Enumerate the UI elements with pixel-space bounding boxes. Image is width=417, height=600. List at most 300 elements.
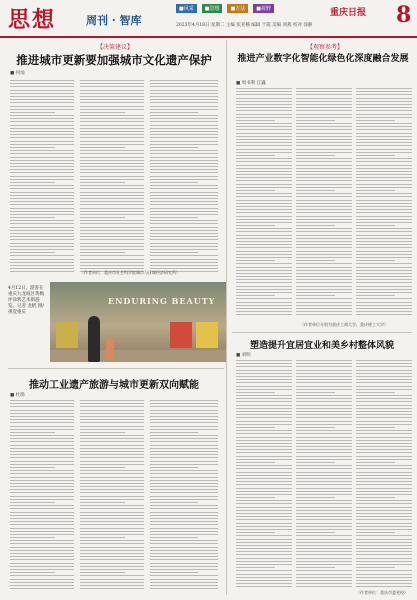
text-line (80, 80, 144, 81)
text-line (296, 222, 352, 223)
text-line (80, 239, 144, 240)
text-line (80, 179, 144, 180)
text-line (150, 198, 218, 199)
text-line (356, 120, 395, 121)
text-line (236, 158, 292, 159)
text-line (296, 308, 352, 309)
text-line (296, 200, 352, 201)
text-line (356, 507, 412, 508)
text-line (356, 532, 395, 533)
photo-person (88, 316, 100, 362)
text-line (296, 462, 335, 463)
text-line (356, 260, 395, 261)
text-line (80, 176, 144, 177)
text-line (236, 513, 292, 514)
text-line (356, 491, 412, 492)
text-line (150, 435, 218, 436)
text-line (80, 467, 125, 468)
text-line (296, 123, 352, 124)
text-line (80, 204, 144, 205)
text-line (10, 505, 74, 506)
text-line (236, 484, 292, 485)
text-line (296, 433, 352, 434)
text-line (10, 230, 74, 231)
text-line (356, 117, 412, 118)
text-line (80, 99, 144, 100)
text-line (356, 231, 412, 232)
text-line (150, 521, 218, 522)
text-line (10, 220, 74, 221)
text-line (356, 104, 412, 105)
text-line (296, 370, 352, 371)
text-line (10, 473, 74, 474)
text-line (10, 99, 74, 100)
text-line (80, 502, 125, 503)
text-line (236, 222, 292, 223)
text-line (236, 411, 292, 412)
text-line (296, 203, 352, 204)
text-line (356, 298, 412, 299)
text-line (356, 497, 395, 498)
text-line (236, 535, 292, 536)
text-line (356, 190, 395, 191)
text-line (150, 160, 218, 161)
text-line (356, 142, 412, 143)
text-line (80, 246, 144, 247)
text-line (296, 386, 352, 387)
text-line (236, 433, 292, 434)
text-line (296, 231, 352, 232)
text-line (150, 575, 218, 576)
text-line (10, 243, 74, 244)
text-line (10, 400, 74, 401)
article2-title: 推进产业数字化智能化绿色化深度融合发展 (237, 54, 409, 64)
text-line (150, 153, 218, 154)
text-line (296, 529, 352, 530)
text-line (356, 366, 412, 367)
text-line (356, 503, 412, 504)
text-line (236, 314, 292, 315)
text-line (150, 553, 218, 554)
text-line (296, 452, 352, 453)
text-line (80, 227, 144, 228)
text-line (356, 564, 412, 565)
text-line (296, 216, 352, 217)
text-line (10, 252, 55, 253)
text-line (10, 441, 74, 442)
text-line (236, 231, 292, 232)
text-line (150, 448, 218, 449)
text-line (356, 382, 412, 383)
text-line (10, 435, 74, 436)
article1-author-note: （作者单位：重庆市社会科学院城市与区域经济研究所） (80, 270, 180, 275)
text-line (356, 263, 412, 264)
text-line (236, 171, 292, 172)
text-line (80, 198, 144, 199)
text-line (150, 217, 198, 218)
text-line (80, 438, 144, 439)
text-line (236, 247, 292, 248)
text-line (236, 443, 292, 444)
text-line (150, 543, 218, 544)
text-line (236, 475, 292, 476)
text-line (356, 539, 412, 540)
text-line (356, 392, 395, 393)
text-line (150, 182, 198, 183)
text-line (10, 553, 74, 554)
text-line (80, 566, 144, 567)
text-line (236, 184, 292, 185)
text-line (10, 134, 74, 135)
text-line (10, 115, 74, 116)
text-line (10, 403, 74, 404)
text-line (296, 484, 352, 485)
text-line (236, 392, 275, 393)
text-line (236, 452, 292, 453)
text-line (296, 551, 352, 552)
text-line (150, 131, 218, 132)
text-line (80, 575, 144, 576)
text-line (236, 500, 292, 501)
text-line (296, 491, 352, 492)
text-line (356, 216, 412, 217)
text-line (10, 531, 74, 532)
text-line (356, 386, 412, 387)
photo-caption: 4月12日，游客在重庆九龙坡区黄桷坪涂鸦艺术街游览。记者 龙帆 摄/视觉重庆 (8, 286, 44, 315)
text-line (296, 149, 352, 150)
text-line (10, 512, 74, 513)
text-line (236, 459, 292, 460)
text-line (236, 279, 292, 280)
text-line (356, 379, 412, 380)
text-line (10, 86, 74, 87)
text-line (10, 454, 74, 455)
text-line (296, 503, 352, 504)
text-line (296, 244, 352, 245)
text-line (236, 263, 292, 264)
text-line (296, 567, 335, 568)
text-line (356, 513, 412, 514)
text-line (236, 408, 292, 409)
text-line (296, 443, 352, 444)
article2-body-col-3 (356, 88, 412, 320)
article3-body-col-3 (150, 400, 218, 595)
text-line (356, 171, 412, 172)
text-line (10, 566, 74, 567)
text-line (10, 255, 74, 256)
text-line (236, 282, 292, 283)
text-line (10, 426, 74, 427)
text-line (236, 510, 292, 511)
text-line (80, 153, 144, 154)
text-line (236, 98, 292, 99)
text-line (80, 518, 144, 519)
text-line (80, 441, 144, 442)
text-line (236, 212, 292, 213)
text-line (296, 481, 352, 482)
text-line (10, 579, 74, 580)
text-line (150, 403, 218, 404)
text-line (296, 209, 352, 210)
text-line (356, 535, 412, 536)
text-line (150, 515, 218, 516)
text-line (296, 98, 352, 99)
text-line (356, 174, 412, 175)
text-line (296, 395, 352, 396)
text-line (10, 483, 74, 484)
text-line (10, 185, 74, 186)
text-line (236, 311, 292, 312)
text-line (356, 395, 412, 396)
text-line (10, 413, 74, 414)
text-line (296, 523, 352, 524)
text-line (10, 588, 74, 589)
text-line (296, 88, 352, 89)
text-line (296, 302, 352, 303)
text-line (236, 401, 292, 402)
text-line (356, 212, 412, 213)
text-line (296, 366, 352, 367)
text-line (10, 268, 74, 269)
text-line (10, 112, 55, 113)
text-line (150, 239, 218, 240)
text-line (356, 437, 412, 438)
text-line (236, 238, 292, 239)
text-line (150, 531, 218, 532)
text-line (236, 488, 292, 489)
text-line (296, 117, 352, 118)
text-line (150, 144, 218, 145)
text-line (10, 419, 74, 420)
text-line (150, 524, 218, 525)
text-line (296, 219, 352, 220)
text-line (80, 96, 144, 97)
text-line (356, 373, 412, 374)
text-line (296, 184, 352, 185)
text-line (80, 236, 144, 237)
text-line (150, 422, 218, 423)
text-line (80, 217, 125, 218)
text-line (80, 252, 125, 253)
text-line (356, 452, 412, 453)
text-line (236, 161, 292, 162)
text-line (296, 177, 352, 178)
text-line (356, 586, 412, 587)
text-line (296, 187, 352, 188)
text-line (80, 93, 144, 94)
text-line (150, 547, 218, 548)
text-line (296, 260, 335, 261)
article4-author-note: （作者单位：重庆市委党校） (356, 590, 408, 595)
text-line (296, 289, 352, 290)
text-line (150, 188, 218, 189)
text-line (10, 201, 74, 202)
text-line (10, 410, 74, 411)
text-line (10, 508, 74, 509)
text-line (236, 440, 292, 441)
text-line (296, 570, 352, 571)
text-line (356, 254, 412, 255)
text-line (296, 574, 352, 575)
text-line (356, 545, 412, 546)
text-line (356, 488, 412, 489)
text-line (80, 118, 144, 119)
text-line (236, 430, 292, 431)
text-line (296, 516, 352, 517)
article1-title: 推进城市更新要加强城市文化遗产保护 (16, 53, 212, 67)
text-line (150, 499, 218, 500)
text-line (10, 153, 74, 154)
text-line (236, 583, 292, 584)
text-line (236, 142, 292, 143)
text-line (236, 145, 292, 146)
text-line (80, 480, 144, 481)
text-line (80, 201, 144, 202)
text-line (10, 83, 74, 84)
text-line (236, 405, 292, 406)
text-line (356, 519, 412, 520)
article1-body-col-2 (80, 80, 144, 276)
text-line (80, 461, 144, 462)
article2-column-label: 【观察参考】 (306, 44, 343, 51)
text-line (10, 550, 74, 551)
tag-fengcai: ■风采 (176, 4, 197, 13)
text-line (356, 267, 412, 268)
text-line (236, 386, 292, 387)
text-line (236, 554, 292, 555)
text-line (236, 567, 275, 568)
text-line (236, 542, 292, 543)
text-line (296, 247, 352, 248)
text-line (236, 129, 292, 130)
text-line (356, 411, 412, 412)
text-line (356, 270, 412, 271)
text-line (236, 94, 292, 95)
text-line (356, 542, 412, 543)
text-line (236, 187, 292, 188)
article1-byline: ■ 何灿 (10, 71, 25, 76)
text-line (236, 193, 292, 194)
text-line (296, 129, 352, 130)
text-line (236, 481, 292, 482)
text-line (150, 121, 218, 122)
text-line (80, 115, 144, 116)
text-line (356, 94, 412, 95)
text-line (236, 107, 292, 108)
text-line (80, 403, 144, 404)
article3-body-col-1 (10, 400, 74, 595)
text-line (236, 468, 292, 469)
text-line (10, 137, 74, 138)
text-line (150, 115, 218, 116)
text-line (296, 465, 352, 466)
text-line (10, 93, 74, 94)
text-line (236, 298, 292, 299)
text-line (296, 468, 352, 469)
text-line (296, 580, 352, 581)
text-line (296, 120, 335, 121)
text-line (356, 257, 412, 258)
text-line (150, 195, 218, 196)
text-line (150, 134, 218, 135)
text-line (80, 128, 144, 129)
text-line (296, 114, 352, 115)
article1-column-label: 【决策建议】 (96, 44, 133, 51)
text-line (150, 492, 218, 493)
text-line (10, 575, 74, 576)
text-line (80, 537, 125, 538)
text-line (296, 427, 335, 428)
text-line (356, 126, 412, 127)
text-line (150, 176, 218, 177)
text-line (150, 246, 218, 247)
text-line (150, 483, 218, 484)
text-line (296, 389, 352, 390)
text-line (80, 249, 144, 250)
text-line (236, 379, 292, 380)
text-line (80, 163, 144, 164)
text-line (296, 286, 352, 287)
text-line (150, 80, 218, 81)
text-line (356, 459, 412, 460)
text-line (10, 179, 74, 180)
text-line (80, 559, 144, 560)
text-line (10, 198, 74, 199)
text-line (236, 110, 292, 111)
text-line (356, 405, 412, 406)
text-line (80, 109, 144, 110)
text-line (296, 586, 352, 587)
text-line (150, 227, 218, 228)
text-line (356, 200, 412, 201)
text-line (296, 507, 352, 508)
article4-title: 塑造提升宜居宜业和美乡村整体风貌 (249, 341, 394, 351)
text-line (150, 563, 218, 564)
text-line (236, 289, 292, 290)
text-line (296, 126, 352, 127)
text-line (236, 564, 292, 565)
text-line (10, 236, 74, 237)
article4-byline: ■ 刘明 (236, 353, 251, 358)
text-line (236, 200, 292, 201)
text-line (296, 254, 352, 255)
article1-body-col-3 (150, 80, 218, 276)
text-line (236, 551, 292, 552)
text-line (10, 582, 74, 583)
text-line (150, 83, 218, 84)
text-line (80, 416, 144, 417)
text-line (236, 104, 292, 105)
text-line (10, 249, 74, 250)
text-line (236, 376, 292, 377)
text-line (150, 400, 218, 401)
text-line (356, 193, 412, 194)
text-line (296, 414, 352, 415)
text-line (80, 406, 144, 407)
text-line (150, 445, 218, 446)
text-line (356, 433, 412, 434)
text-line (356, 101, 412, 102)
text-line (356, 554, 412, 555)
text-line (236, 295, 275, 296)
text-line (236, 91, 292, 92)
text-line (150, 96, 218, 97)
text-line (150, 540, 218, 541)
text-line (356, 551, 412, 552)
text-line (296, 104, 352, 105)
text-line (150, 502, 198, 503)
text-line (356, 526, 412, 527)
